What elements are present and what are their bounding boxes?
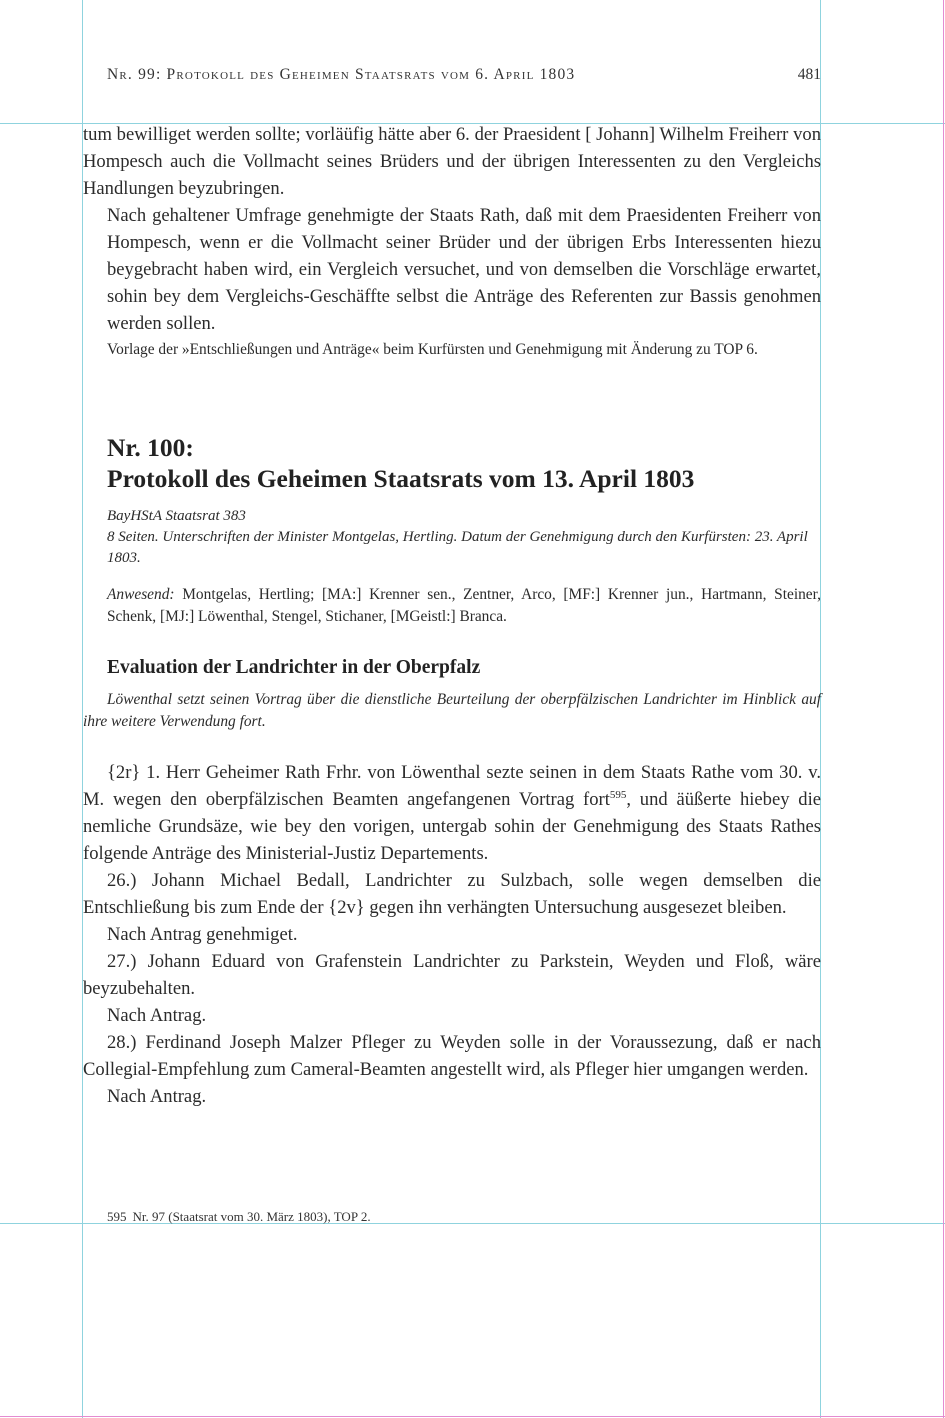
document-description: 8 Seiten. Unterschriften der Minister Montgelas, Hertling. Datum der Genehmigung durch den Kurfürsten: 23. April 1803. <box>107 529 808 566</box>
attendance <box>107 584 821 628</box>
paragraph-continuation: tum bewilliget werden sollte; vorläüfig hätte aber 6. der Praesident [ Johann] Wilhelm Freiherr von Hompesch auch die Vollmacht seines Brüders und der übrigen Interessenten zu den Vergleichs Handlungen beyzubringen. <box>83 124 821 199</box>
paragraph-decision-28: Nach Antrag. <box>107 1086 207 1107</box>
top-text-block <box>83 121 821 360</box>
document-title-text: Protokoll des Geheimen Staatsrats vom 13. April 1803 <box>107 464 695 493</box>
document-title <box>107 432 694 494</box>
paragraph-proceedings-b: , und äüßerte hiebey die nemliche Grundsäze, wie bey den vorigen, untergab sohin der Genehmigung des Staats Rathes folgende Anträge des Ministerial-Justiz Departements. <box>83 789 821 864</box>
document-source: BayHStA Staatsrat 383 <box>107 508 246 524</box>
paragraph-resolution: Nach gehaltener Umfrage genehmigte der Staats Rath, daß mit dem Praesidenten Freiherr von Hompesch, wenn er die Vollmacht seiner Brüder und der übrigen Erbs Interessenten hiezu beygebracht haben wird, ein Vergleich versuchet, und von demselben die Vorschläge erwartet, sohin bey dem Vergleichs-Geschäffte selbst die Anträge des Referenten zur Bassis genohmen werden sollen. <box>107 205 821 334</box>
section-heading: Evaluation der Landrichter in der Oberpfalz <box>107 657 481 678</box>
document-number: Nr. 100: <box>107 433 194 462</box>
attendance-list: Montgelas, Hertling; [MA:] Krenner sen., Zentner, Arco, [MF:] Krenner jun., Hartmann, Steiner, Schenk, [MJ:] Löwenthal, Stengel, Stichaner, [MGeistl:] Branca. <box>107 586 821 625</box>
section-summary: Löwenthal setzt seinen Vortrag über die dienstliche Beurteilung der oberpfälzischen Landrichter im Hinblick auf ihre weitere Verwendung fort. <box>83 691 821 730</box>
paragraph-proceedings <box>83 759 821 867</box>
paragraph-decision-26: Nach Antrag genehmiget. <box>107 924 298 945</box>
document-meta <box>107 506 821 569</box>
paragraph-proceedings-a: {2r} 1. Herr Geheimer Rath Frhr. von Löwenthal sezte seinen in dem Staats Rathe vom 30. v. M. wegen den oberpfälzischen Beamten angefangenen Vortrag fort <box>83 762 821 810</box>
paragraph-item-27: 27.) Johann Eduard von Grafenstein Landrichter zu Parkstein, Weyden und Floß, wäre beyzubehalten. <box>83 951 821 999</box>
guide-page-edge-right <box>943 0 944 1418</box>
paragraph-approval-note: Vorlage der »Entschließungen und Anträge« beim Kurfürsten und Genehmigung mit Änderung zu TOP 6. <box>107 341 758 358</box>
footnote <box>107 1209 371 1225</box>
guide-page-edge-bottom <box>0 1416 945 1417</box>
running-head: Nr. 99: Protokoll des Geheimen Staatsrats vom 6. April 1803 <box>107 66 576 83</box>
footnote-text: Nr. 97 (Staatsrat vom 30. März 1803), TOP 2. <box>132 1209 371 1224</box>
page-number: 481 <box>797 66 821 83</box>
main-text-block <box>83 759 821 1110</box>
footnote-number: 595 <box>107 1209 127 1224</box>
paragraph-item-28: 28.) Ferdinand Joseph Malzer Pfleger zu Weyden solle in der Voraussezung, daß er nach Collegial-Empfehlung zum Cameral-Beamten angestellt wird, als Pfleger hier umgangen werden. <box>83 1032 821 1080</box>
footnote-reference[interactable]: 595 <box>609 788 627 801</box>
attendance-label: Anwesend: <box>107 586 175 603</box>
paragraph-decision-27: Nach Antrag. <box>107 1005 207 1026</box>
paragraph-item-26: 26.) Johann Michael Bedall, Landrichter zu Sulzbach, solle wegen demselben die Entschließung bis zum Ende der {2v} gegen ihn verhängten Untersuchung ausgesezet bleiben. <box>83 870 821 918</box>
